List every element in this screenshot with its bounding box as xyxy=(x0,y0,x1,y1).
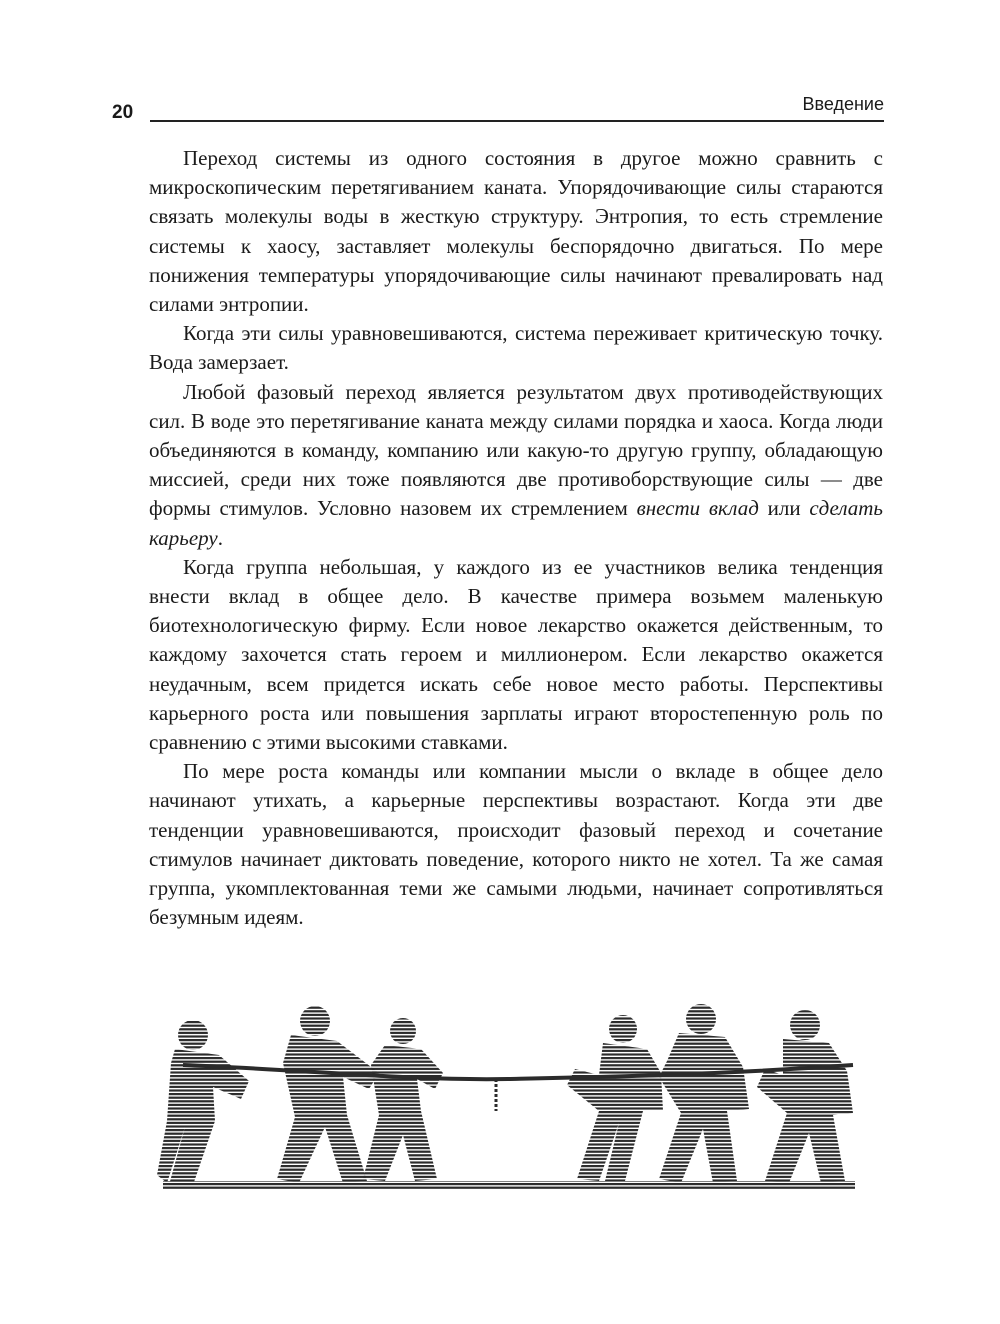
paragraph-3 xyxy=(149,378,883,553)
italic-term-career: сделать карьеру xyxy=(149,496,883,550)
paragraph-4: Когда группа небольшая, у каждого из ее участников велика тенденция внести вклад в общее дело. В качестве примера возьмем маленькую биотехнологическую фирму. Если новое лекарство окажется действенным, то каждому захочется стать героем и миллионером. Если лекарство окажется неудачным, всем придется искать себе новое место работы. Перспективы карьерного роста или повышения зарплаты играют второстепенную роль по сравнению с этими высокими ставками. xyxy=(149,554,883,755)
rope xyxy=(183,1065,853,1079)
figure-left-2 xyxy=(277,1006,379,1183)
paragraph-3-text-c: . xyxy=(217,525,223,550)
page-number: 20 xyxy=(112,102,134,123)
body-text xyxy=(149,144,883,932)
figure-left-3 xyxy=(363,1018,443,1181)
figure-right-2 xyxy=(659,1004,749,1183)
tug-of-war-illustration xyxy=(153,1003,865,1199)
figure-right-1 xyxy=(567,1015,663,1181)
figure-left-1 xyxy=(157,1020,249,1185)
paragraph-1: Переход системы из одного состояния в другое можно сравнить с микроскопическим перетягиванием каната. Упорядочивающие силы стараются связать молекулы воды в жесткую структуру. Энтропия, то есть стремление системы к хаосу, заставляет молекулы беспорядочно двигаться. По мере понижения температуры упорядочивающие силы начинают превалировать над силами энтропии. xyxy=(149,146,883,317)
section-title: Введение xyxy=(802,94,884,114)
ground-shadow xyxy=(163,1181,855,1189)
paragraph-5: По мере роста команды или компании мысли о вкладе в общее дело начинают утихать, а карьерные перспективы возрастают. Когда эти две тенденции уравновешиваются, происходит фазовый переход и сочетание стимулов начинает диктовать поведение, которого никто не хотел. Та же самая группа, укомплектованная теми же самыми людьми, начинает сопротивляться безумным идеям. xyxy=(149,759,883,930)
paragraph-3-text-a: Любой фазовый переход является результатом двух противодействующих сил. В воде это перетягивание каната между силами порядка и хаоса. Когда люди объединяются в команду, компанию или какую-то другую группу, обладающую миссией, среди них тоже появляются две противоборствующие силы — две формы стимулов. Условно назовем их стремлением xyxy=(149,379,883,521)
running-header xyxy=(108,92,884,132)
figure-right-3 xyxy=(757,1010,853,1183)
paragraph-2: Когда эти силы уравновешиваются, система переживает критическую точку. Вода замерзает. xyxy=(149,321,883,375)
header-rule xyxy=(150,120,884,122)
paragraph-3-text-b: или xyxy=(758,496,810,521)
italic-term-contribute: внести вклад xyxy=(636,496,759,521)
